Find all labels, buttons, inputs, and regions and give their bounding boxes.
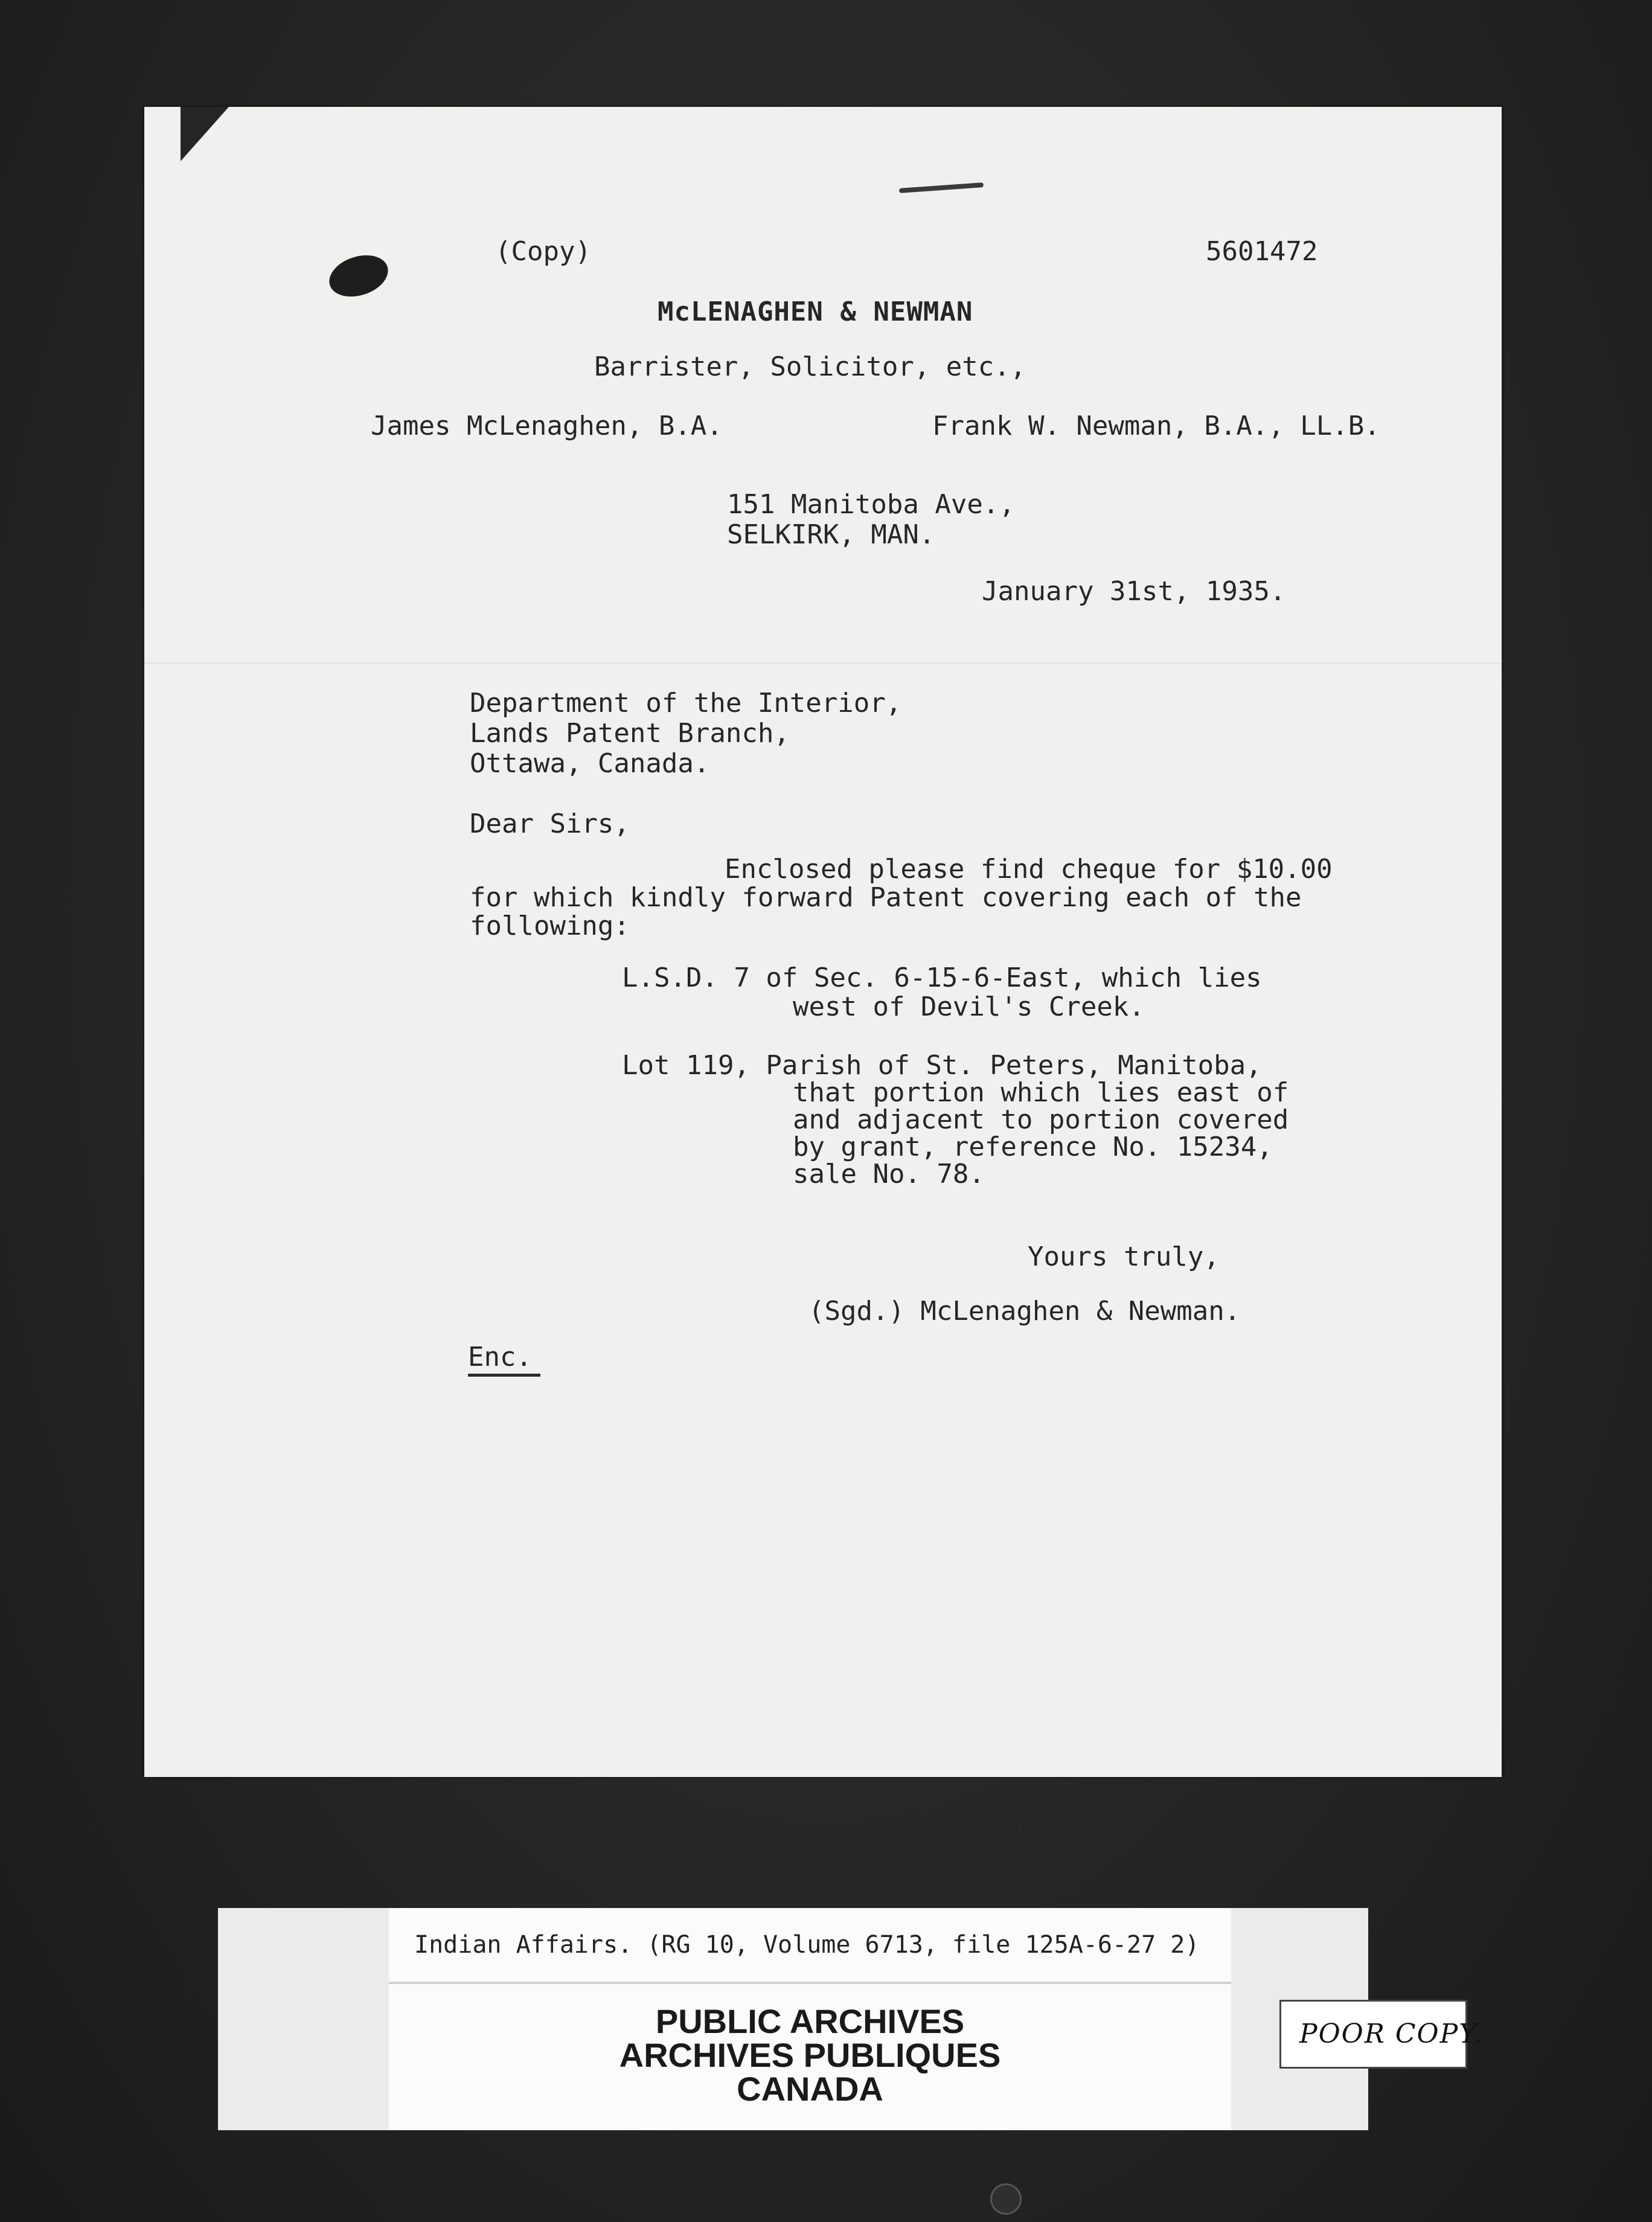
body-line-2: for which kindly forward Patent covering each of the bbox=[470, 882, 1302, 913]
poor-copy-text: POOR COPY. bbox=[1299, 2019, 1484, 2049]
enclosure-underline bbox=[468, 1374, 540, 1377]
signature: (Sgd.) McLenaghen & Newman. bbox=[808, 1296, 1241, 1327]
archives-line-3: CANADA bbox=[737, 2070, 883, 2108]
closing: Yours truly, bbox=[1028, 1241, 1220, 1272]
item-2-line-1: Lot 119, Parish of St. Peters, Manitoba, bbox=[622, 1050, 1262, 1081]
recipient-line-3: Ottawa, Canada. bbox=[470, 748, 710, 779]
salutation: Dear Sirs, bbox=[470, 808, 630, 839]
letter-page bbox=[144, 107, 1502, 1777]
address-line-1: 151 Manitoba Ave., bbox=[727, 489, 1015, 520]
archive-label-strip bbox=[218, 1908, 1368, 2130]
item-1-line-2: west of Devil's Creek. bbox=[793, 991, 1145, 1022]
fold-line bbox=[144, 662, 1502, 666]
archive-label bbox=[389, 1908, 1231, 2130]
firm-name: McLENAGHEN & NEWMAN bbox=[658, 296, 973, 327]
partner-right: Frank W. Newman, B.A., LL.B. bbox=[932, 411, 1380, 441]
archives-line-2: ARCHIVES PUBLIQUES bbox=[619, 2036, 1001, 2074]
archive-reference: Indian Affairs. (RG 10, Volume 6713, file 125A-6-27 2) bbox=[414, 1931, 1200, 1959]
copy-mark: (Copy) bbox=[495, 236, 591, 267]
poor-copy-tag bbox=[1279, 2000, 1484, 2069]
partner-left: James McLenaghen, B.A. bbox=[371, 411, 723, 441]
body-line-1: Enclosed please find cheque for $10.00 bbox=[725, 854, 1333, 885]
file-number: 5601472 bbox=[1206, 236, 1318, 267]
ink-blot bbox=[324, 248, 394, 304]
enclosure-note: Enc. bbox=[468, 1342, 532, 1372]
item-2-line-2: that portion which lies east of bbox=[793, 1077, 1289, 1108]
body-line-3: following: bbox=[470, 911, 630, 941]
item-2-line-4: by grant, reference No. 15234, bbox=[793, 1132, 1273, 1162]
item-2-line-5: sale No. 78. bbox=[793, 1159, 985, 1189]
archives-line-1: PUBLIC ARCHIVES bbox=[655, 2002, 965, 2040]
pen-mark bbox=[899, 182, 984, 193]
item-1-line-1: L.S.D. 7 of Sec. 6-15-6-East, which lies bbox=[622, 962, 1262, 993]
recipient-line-2: Lands Patent Branch, bbox=[470, 718, 790, 749]
recipient-line-1: Department of the Interior, bbox=[470, 688, 902, 719]
label-divider bbox=[389, 1982, 1231, 1984]
address-line-2: SELKIRK, MAN. bbox=[727, 519, 935, 550]
item-2-line-3: and adjacent to portion covered bbox=[793, 1104, 1289, 1135]
folded-corner bbox=[181, 107, 229, 161]
firm-role: Barrister, Solicitor, etc., bbox=[594, 351, 1026, 382]
letter-date: January 31st, 1935. bbox=[982, 576, 1286, 607]
film-frame-mark bbox=[990, 2183, 1022, 2215]
